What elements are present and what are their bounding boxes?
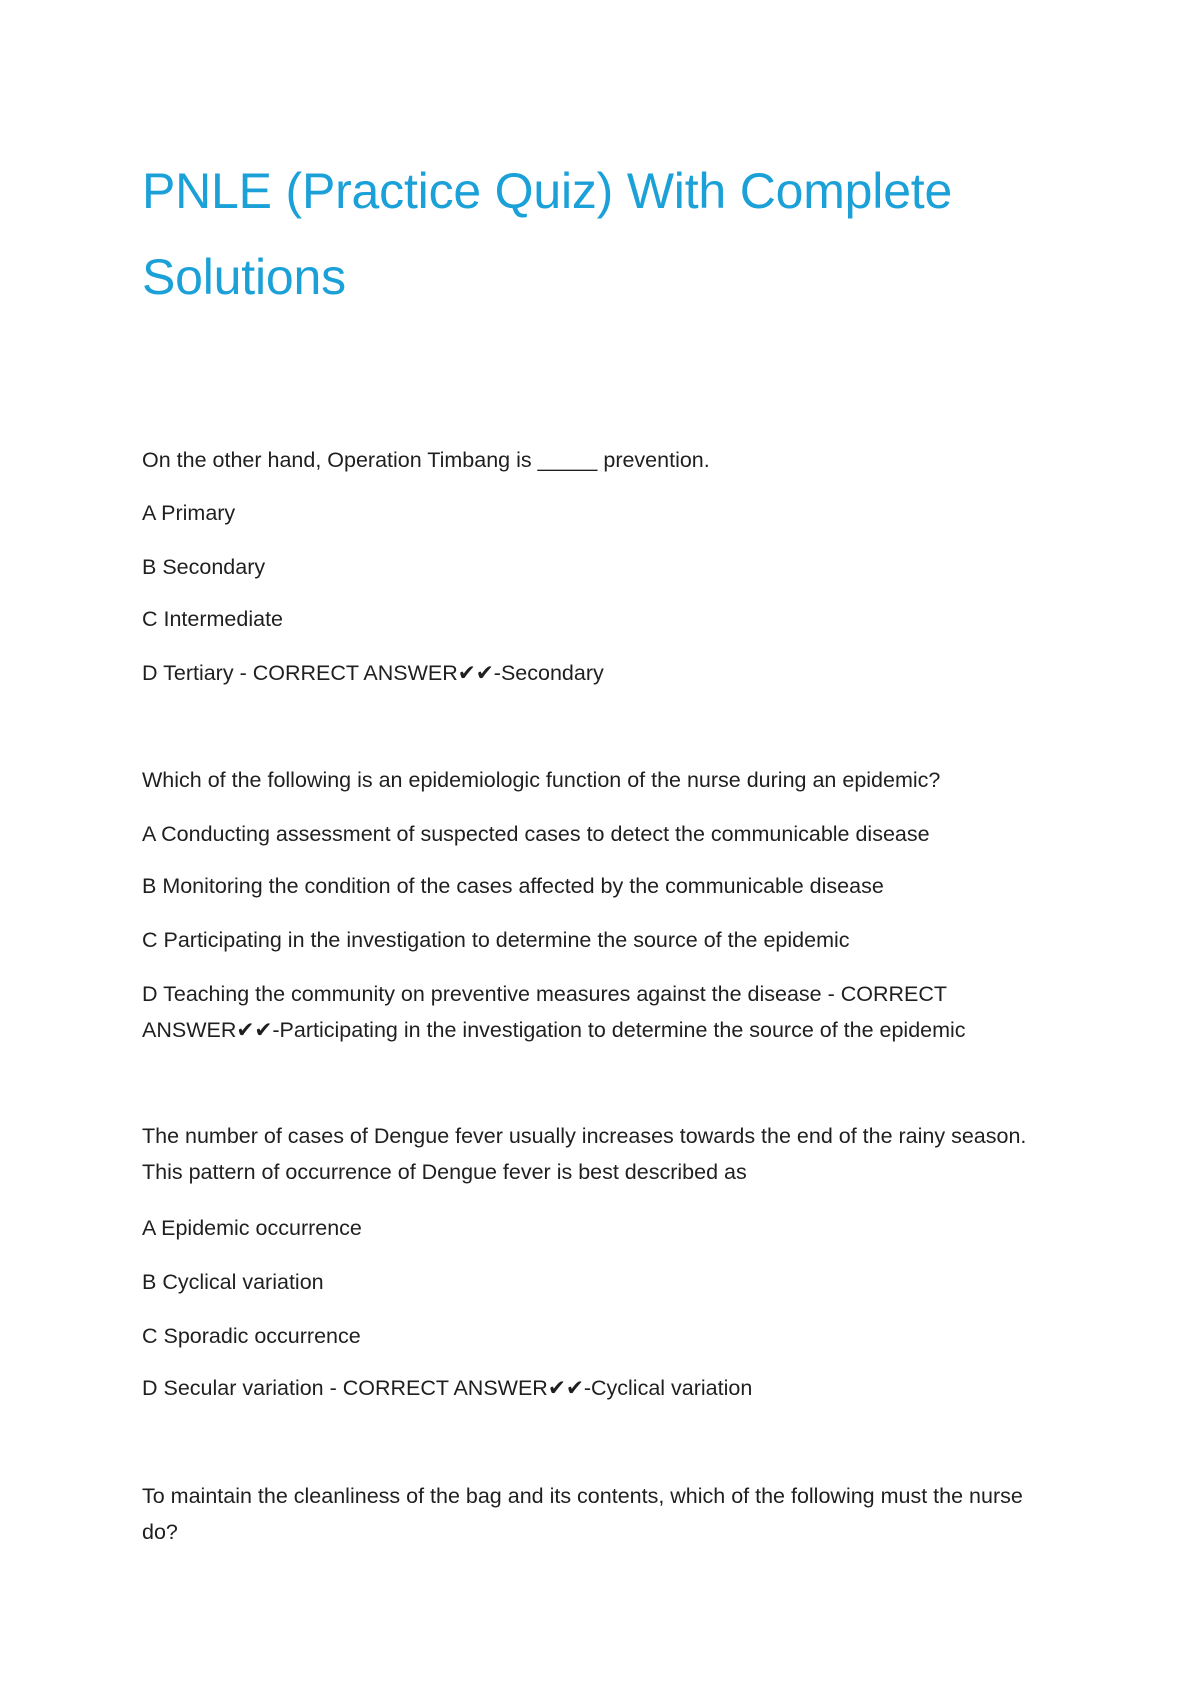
question-1-stem: On the other hand, Operation Timbang is _____ prevention. <box>142 448 710 472</box>
question-2-choice-b: B Monitoring the condition of the cases affected by the communicable disease <box>142 874 884 898</box>
question-1-choice-a: A Primary <box>142 501 236 525</box>
question-2-choice-a: A Conducting assessment of suspected cases to detect the communicable disease <box>142 822 930 846</box>
question-3-choice-c: C Sporadic occurrence <box>142 1324 361 1348</box>
question-2-stem: Which of the following is an epidemiologic function of the nurse during an epidemic? <box>142 768 941 792</box>
question-4-stem: To maintain the cleanliness of the bag and its contents, which of the following must the nurse do? <box>142 1484 1023 1544</box>
question-3-choice-b: B Cyclical variation <box>142 1270 324 1294</box>
question-3-choice-d-answer: D Secular variation - CORRECT ANSWER✔✔-Cyclical variation <box>142 1376 753 1400</box>
question-3-choice-a: A Epidemic occurrence <box>142 1216 362 1240</box>
question-3-stem: The number of cases of Dengue fever usually increases towards the end of the rainy season. This pattern of occurrence of Dengue fever is best described as <box>142 1124 1027 1184</box>
question-1-choice-d-answer: D Tertiary - CORRECT ANSWER✔✔-Secondary <box>142 661 604 685</box>
question-2-choice-d-answer: D Teaching the community on preventive measures against the disease - CORRECT ANSWER✔✔-Participating in the investigation to determine the source of the epidemic <box>142 982 966 1042</box>
document-title: PNLE (Practice Quiz) With Complete Solutions <box>142 163 953 305</box>
question-2-choice-c: C Participating in the investigation to determine the source of the epidemic <box>142 928 850 952</box>
question-1-choice-b: B Secondary <box>142 555 266 579</box>
question-1-choice-c: C Intermediate <box>142 607 284 631</box>
